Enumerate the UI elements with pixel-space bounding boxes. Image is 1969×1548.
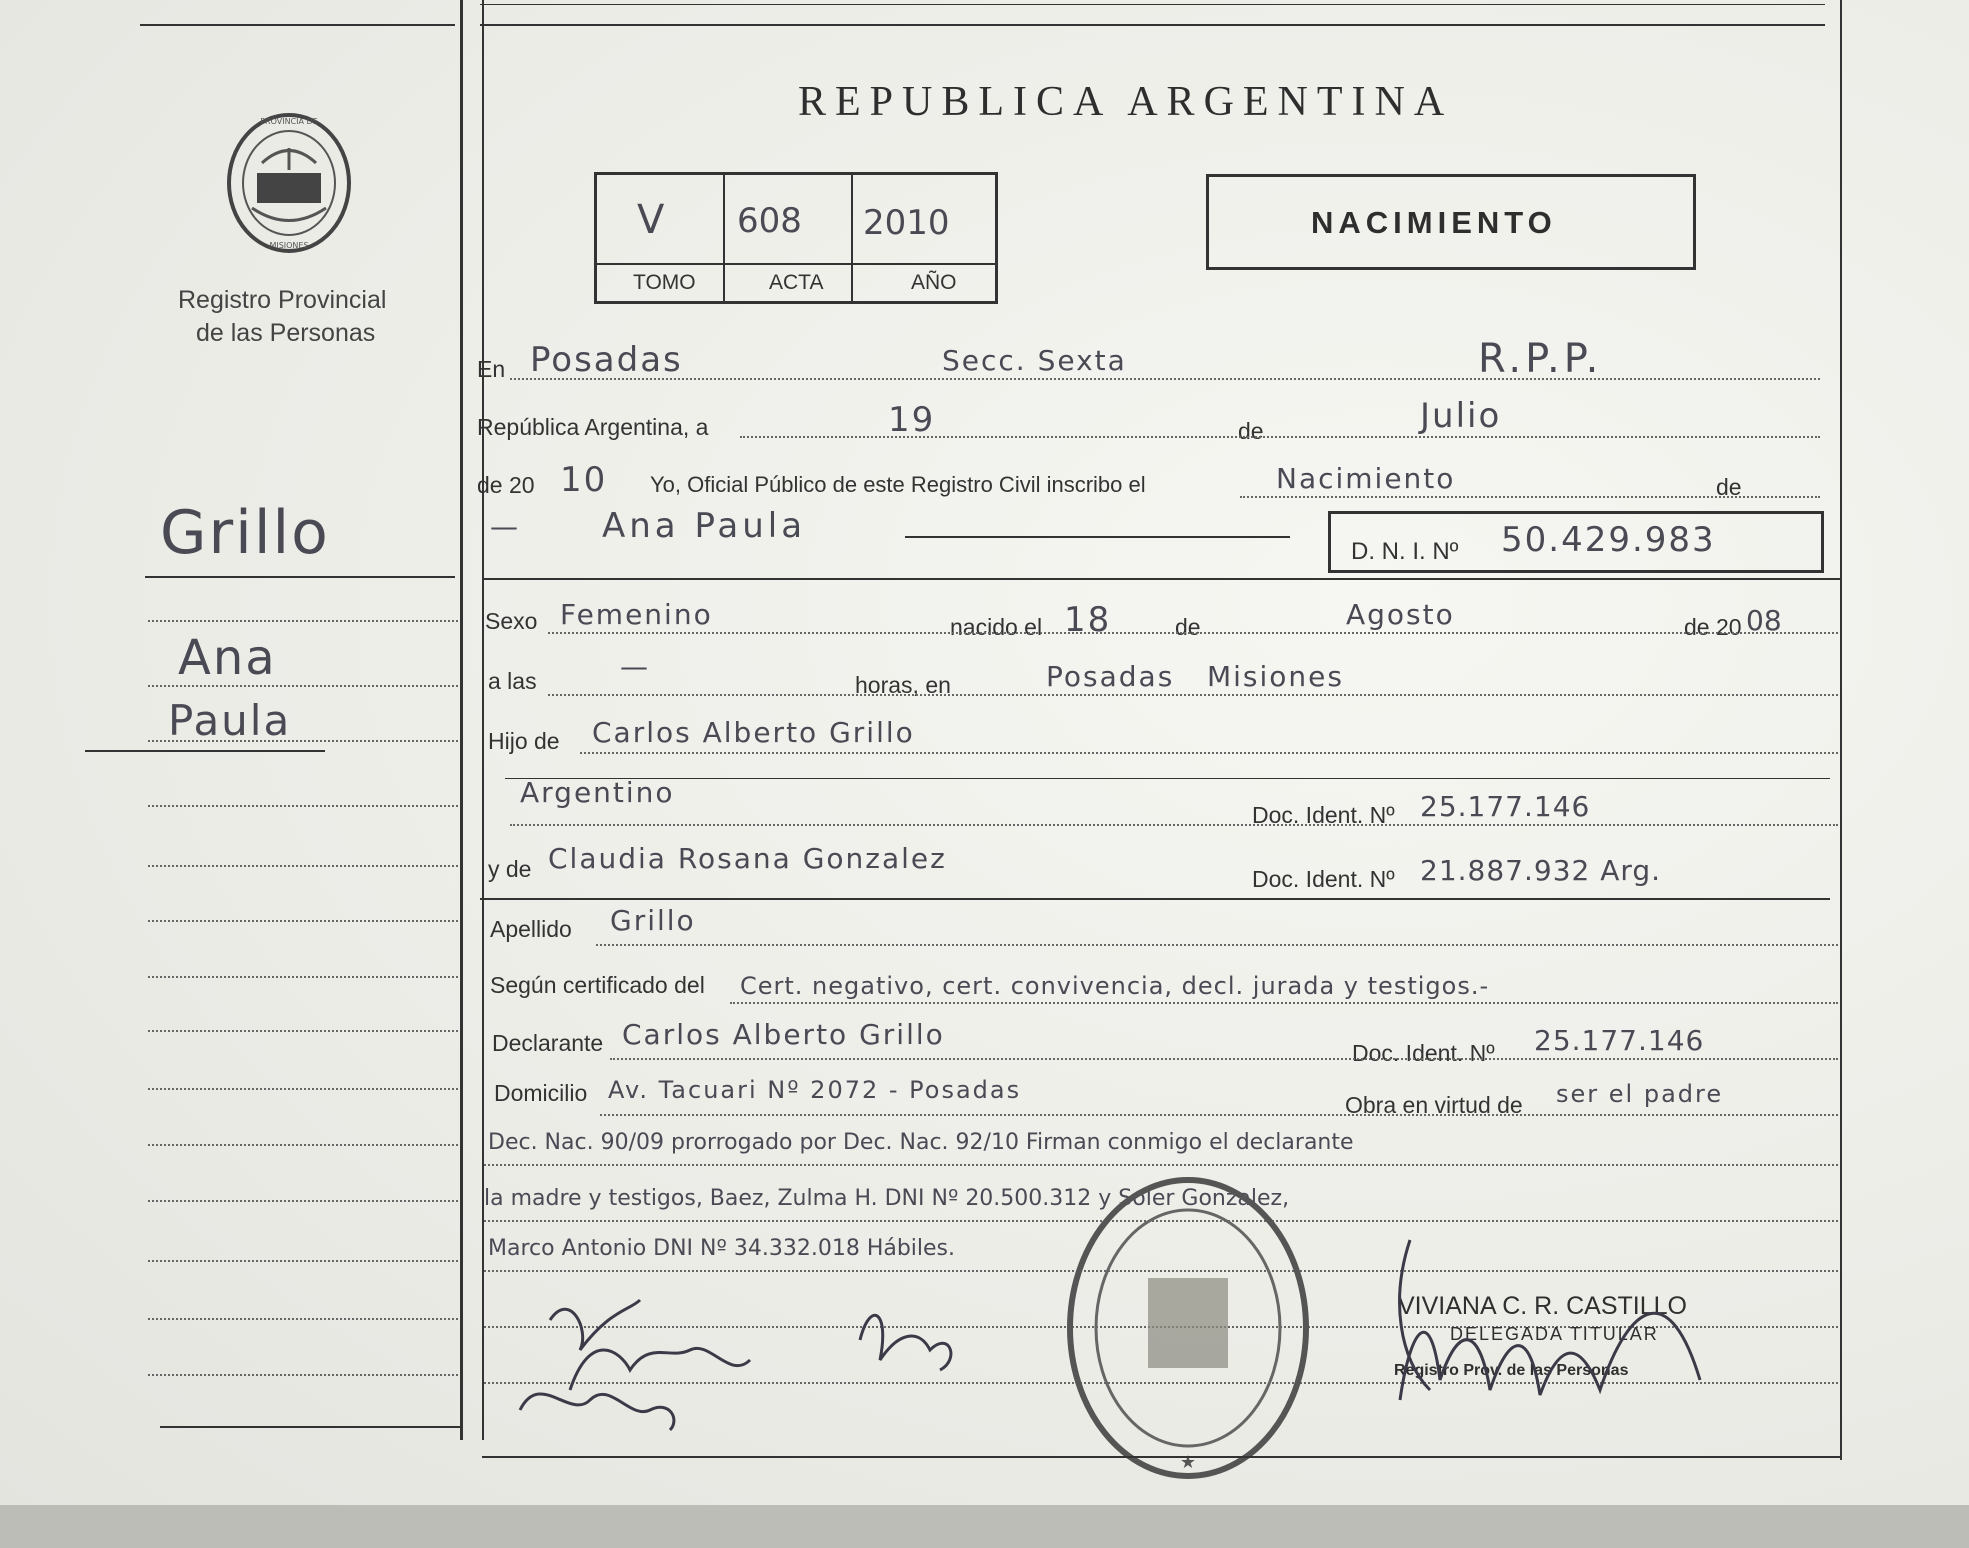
a-las-label: a las — [488, 668, 537, 694]
dni-box — [1328, 511, 1824, 573]
signatures-image — [510, 1270, 970, 1440]
provincial-seal-icon — [222, 108, 357, 258]
birth-year-suffix: 08 — [1746, 604, 1782, 637]
nacido-label: nacido el — [950, 614, 1043, 640]
dni-value: 50.429.983 — [1501, 520, 1716, 560]
en-label: En — [477, 356, 506, 382]
republica-label: República Argentina, a — [477, 414, 709, 440]
seal-bottom-text: MISIONES — [269, 241, 309, 250]
record-type-label: NACIMIENTO — [1311, 205, 1557, 240]
y-de-label: y de — [488, 856, 532, 882]
mother-doc-value: 21.887.932 Arg. — [1420, 854, 1662, 887]
margin-surname-rule — [145, 576, 455, 578]
year-prefix-label: de 20 — [477, 472, 535, 498]
apellido-value: Grillo — [610, 904, 696, 937]
note-line-1: Dec. Nac. 90/09 prorrogado por Dec. Nac. 92/10 Firman conmigo el declarante — [488, 1130, 1354, 1155]
sexo-label: Sexo — [485, 608, 538, 634]
officer-title: DELEGADA TITULAR — [1450, 1324, 1659, 1344]
form-left-border — [482, 0, 484, 1440]
margin-separator — [460, 0, 463, 1440]
section-value: Secc. Sexta — [942, 344, 1127, 377]
hour-value: — — [620, 650, 650, 683]
year-suffix-value: 10 — [560, 460, 608, 500]
horas-label: horas, en — [855, 672, 951, 698]
anio-label: AÑO — [911, 271, 957, 294]
obra-label: Obra en virtud de — [1345, 1092, 1523, 1118]
hijo-label: Hijo de — [488, 728, 560, 754]
birth-place-value: Posadas Misiones — [1046, 660, 1344, 693]
domicilio-value: Av. Tacuari Nº 2072 - Posadas — [608, 1076, 1022, 1104]
record-number-box — [594, 172, 998, 304]
officer-name: VIVIANA C. R. CASTILLO — [1398, 1292, 1687, 1320]
declarante-value: Carlos Alberto Grillo — [622, 1018, 945, 1051]
father-nationality-value: Argentino — [520, 776, 675, 809]
segun-label: Según certificado del — [490, 972, 705, 998]
segun-value: Cert. negativo, cert. convivencia, decl. jurada y testigos.- — [740, 972, 1490, 1000]
sexo-value: Femenino — [560, 598, 713, 631]
seal-top-text: PROVINCIA DE — [260, 117, 318, 126]
declarante-label: Declarante — [492, 1030, 604, 1056]
child-name-value: Ana Paula — [602, 506, 807, 546]
event-value: Nacimiento — [1276, 462, 1456, 495]
anio-value: 2010 — [863, 203, 950, 243]
tomo-value: V — [637, 197, 667, 243]
note-line-3: Marco Antonio DNI Nº 34.332.018 Hábiles. — [488, 1236, 956, 1261]
margin-given-2: Paula — [168, 696, 292, 745]
officer-signature-image — [1370, 1180, 1820, 1440]
official-stamp-image — [1058, 1168, 1318, 1488]
inscribe-label: Yo, Oficial Público de este Registro Civil inscribo el — [650, 472, 1146, 497]
registry-name-line1: Registro Provincial — [178, 286, 387, 314]
birth-year-label: de 20 — [1684, 614, 1742, 640]
de-label: de — [1238, 418, 1264, 444]
country-title: REPUBLICA ARGENTINA — [798, 79, 1454, 125]
domicilio-label: Domicilio — [494, 1080, 588, 1106]
de3-label: de — [1175, 614, 1201, 640]
declarante-doc-value: 25.177.146 — [1534, 1024, 1705, 1057]
top-rule-right — [480, 24, 1825, 26]
margin-given-rule — [85, 750, 325, 752]
margin-surname: Grillo — [160, 498, 330, 568]
top-rule-right-upper — [480, 4, 1825, 5]
form-right-border — [1840, 0, 1842, 1460]
svg-text:★: ★ — [1179, 1452, 1197, 1473]
top-rule-left — [140, 24, 455, 26]
acta-value: 608 — [737, 201, 802, 241]
mother-doc-label: Doc. Ident. Nº — [1252, 866, 1395, 892]
birth-day-value: 18 — [1064, 600, 1112, 640]
declarante-doc-label: Doc. Ident. Nº — [1352, 1040, 1495, 1066]
tomo-label: TOMO — [633, 271, 696, 294]
office-value: R.P.P. — [1478, 336, 1603, 382]
acta-label: ACTA — [769, 271, 824, 294]
page-bottom-edge — [0, 1505, 1969, 1548]
father-doc-label: Doc. Ident. Nº — [1252, 802, 1395, 828]
margin-given-1: Ana — [178, 630, 277, 686]
child-name-dash: — — [490, 510, 520, 543]
note-line-2: la madre y testigos, Baez, Zulma H. DNI Nº 20.500.312 y Soler Gonzalez, — [484, 1186, 1290, 1211]
birth-month-value: Agosto — [1346, 598, 1455, 631]
month-value: Julio — [1420, 396, 1502, 436]
record-type-box — [1206, 174, 1696, 270]
apellido-label: Apellido — [490, 916, 572, 942]
day-value: 19 — [888, 400, 936, 440]
officer-office: Registro Prov. de las Personas — [1394, 1362, 1629, 1379]
place-value: Posadas — [530, 340, 683, 380]
father-doc-value: 25.177.146 — [1420, 790, 1591, 823]
registry-name-line2: de las Personas — [196, 319, 376, 347]
dni-label: D. N. I. Nº — [1351, 538, 1459, 565]
father-name-value: Carlos Alberto Grillo — [592, 716, 915, 749]
mother-name-value: Claudia Rosana Gonzalez — [548, 842, 947, 875]
de2-label: de — [1716, 474, 1742, 500]
obra-value: ser el padre — [1556, 1080, 1724, 1108]
